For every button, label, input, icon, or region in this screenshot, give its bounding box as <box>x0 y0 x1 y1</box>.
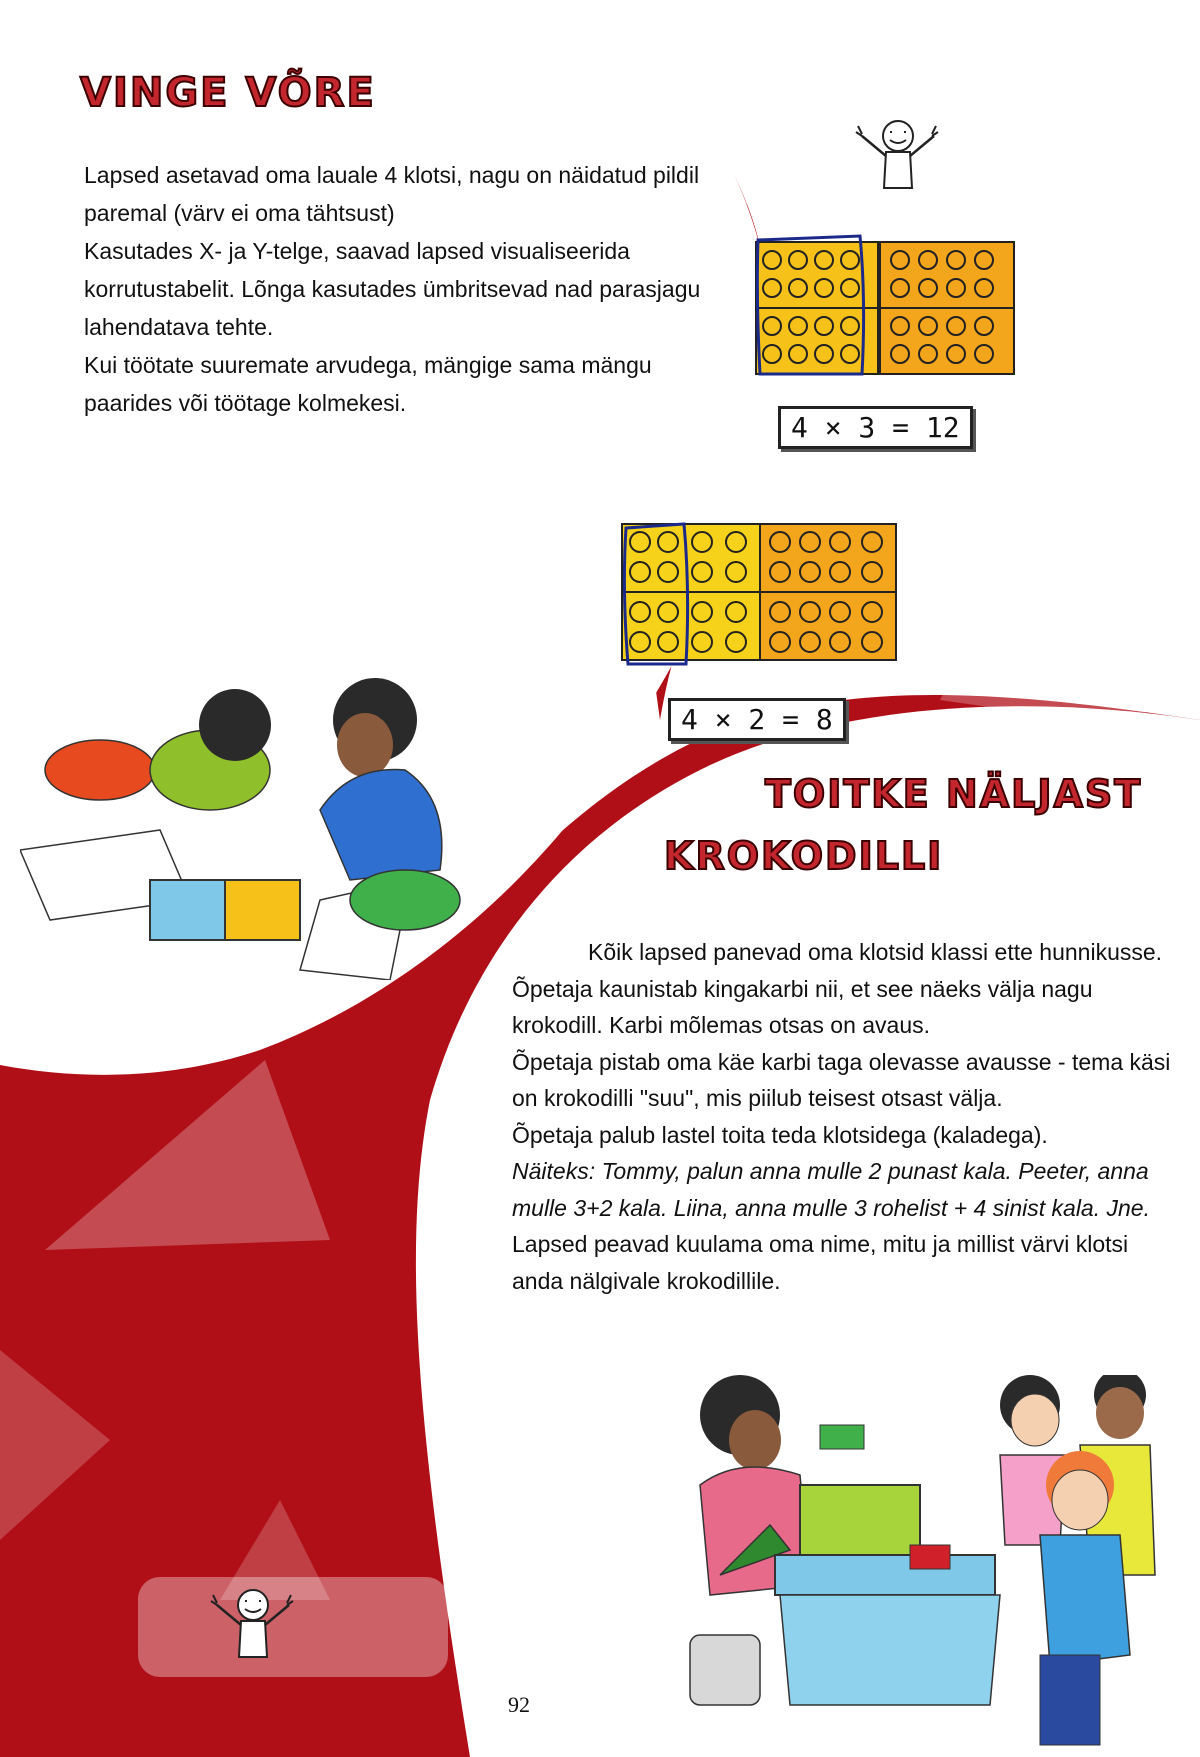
section2-example: Näiteks: Tommy, palun anna mulle 2 punast kala. Peeter, anna mulle 3+2 kala. Liina, anna mulle 3 rohelist + 4 sinist kala. Jne. <box>512 1158 1150 1221</box>
section2-title-line1: TOITKE NÄLJAST <box>765 772 1143 816</box>
section1-body <box>84 156 724 422</box>
section2-title-line2: KROKODILLI <box>664 834 944 878</box>
section2-closing: Lapsed peavad kuulama oma nime, mitu ja millist värvi klotsi anda nälgivale krokodillile. <box>512 1231 1129 1294</box>
section1-paragraph: Kui töötate suuremate arvudega, mängige sama mängu paarides või töötage kolmekesi. <box>84 352 652 416</box>
section2-paragraph: Kõik lapsed panevad oma klotsid klassi ette hunnikusse. <box>588 939 1163 965</box>
children-playing-illustration <box>20 670 500 980</box>
crocodile-game-illustration <box>680 1375 1180 1755</box>
happy-child-icon <box>848 114 948 192</box>
happy-child-icon <box>203 1583 303 1661</box>
section2-body <box>512 934 1172 1299</box>
section1-paragraph: Lapsed asetavad oma lauale 4 klotsi, nagu on näidatud pildil paremal (värv ei oma tähtsust) <box>84 162 700 226</box>
section2-paragraph: Õpetaja kaunistab kingakarbi nii, et see näeks välja nagu krokodill. Karbi mõlemas otsas on avaus. <box>512 975 1093 1038</box>
brick-grid-4x2 <box>620 520 900 670</box>
section1-title: VINGE VÕRE <box>80 70 376 116</box>
page-number: 92 <box>508 1692 530 1717</box>
section1-paragraph: Kasutades X- ja Y-telge, saavad lapsed visualiseerida korrutustabelit. Lõnga kasutades ümbritsevad nad parasjagu lahendatava tehte. <box>84 238 701 340</box>
equation-label: 4 × 2 = 8 <box>668 698 846 741</box>
brick-grid-4x3 <box>754 230 1016 380</box>
section2-paragraph: Õpetaja palub lastel toita teda klotsidega (kaladega). <box>512 1121 1048 1148</box>
equation-label: 4 × 3 = 12 <box>778 406 973 449</box>
section2-paragraph: Õpetaja pistab oma käe karbi taga olevasse avausse - tema käsi on krokodilli "suu", mis piilub teisest otsast välja. <box>512 1048 1171 1111</box>
